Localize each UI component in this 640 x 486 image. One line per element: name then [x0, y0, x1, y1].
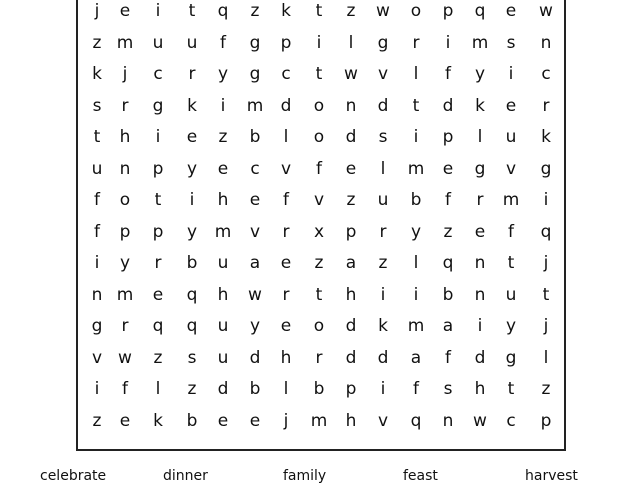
grid-letter[interactable]: r — [542, 95, 550, 116]
grid-letter[interactable]: u — [186, 32, 198, 53]
grid-letter[interactable]: v — [280, 158, 292, 179]
grid-letter[interactable]: g — [474, 158, 486, 179]
grid-letter[interactable]: g — [505, 347, 517, 368]
grid-letter[interactable]: i — [445, 32, 451, 53]
word-feast: feast — [403, 468, 438, 484]
grid-letter[interactable]: p — [442, 127, 454, 147]
grid-letter[interactable]: o — [119, 190, 131, 210]
grid-letter[interactable]: v — [505, 158, 517, 179]
grid-letter[interactable]: e — [152, 284, 164, 305]
grid-letter[interactable]: t — [412, 95, 420, 116]
grid-row — [78, 185, 564, 217]
grid-letter[interactable]: t — [315, 1, 323, 21]
grid-row — [78, 311, 564, 343]
grid-letter[interactable]: t — [188, 1, 196, 21]
grid-letter[interactable]: l — [283, 127, 289, 147]
grid-letter[interactable]: p — [540, 410, 552, 431]
grid-letter[interactable]: n — [474, 284, 486, 305]
grid-letter[interactable]: n — [442, 410, 454, 431]
grid-letter[interactable]: w — [473, 410, 487, 431]
grid-letter[interactable]: r — [412, 32, 420, 53]
grid-letter[interactable]: e — [505, 95, 517, 116]
grid-letter[interactable]: n — [119, 158, 131, 179]
grid-letter[interactable]: a — [410, 347, 422, 368]
grid-letter[interactable]: i — [413, 127, 419, 147]
grid-letter[interactable]: q — [474, 1, 486, 21]
grid-letter[interactable]: g — [249, 32, 261, 53]
grid-letter[interactable]: v — [377, 410, 389, 431]
grid-letter[interactable]: d — [249, 347, 261, 368]
grid-letter[interactable]: i — [220, 95, 226, 116]
grid-letter[interactable]: i — [155, 1, 161, 21]
grid-letter[interactable]: u — [505, 127, 517, 147]
grid-letter[interactable]: z — [541, 379, 551, 399]
grid-letter[interactable]: g — [377, 32, 389, 53]
grid-letter[interactable]: t — [93, 127, 101, 147]
grid-row — [78, 0, 564, 28]
grid-letter[interactable]: e — [249, 190, 261, 210]
grid-row — [78, 343, 564, 375]
grid-letter[interactable]: h — [345, 410, 357, 431]
grid-letter[interactable]: z — [443, 221, 453, 242]
grid-row — [78, 217, 564, 249]
grid-letter[interactable]: k — [187, 95, 197, 116]
grid-letter[interactable]: v — [91, 347, 103, 368]
grid-letter[interactable]: b — [186, 253, 198, 273]
grid-letter[interactable]: c — [281, 64, 291, 84]
grid-letter[interactable]: n — [474, 253, 486, 273]
grid-letter[interactable]: q — [217, 1, 229, 21]
grid-letter[interactable]: e — [442, 158, 454, 179]
grid-letter[interactable]: z — [378, 253, 388, 273]
grid-letter[interactable]: t — [315, 284, 323, 305]
grid-letter[interactable]: m — [116, 284, 134, 305]
grid-letter[interactable]: u — [91, 158, 103, 179]
grid-letter[interactable]: p — [345, 221, 357, 242]
grid-letter[interactable]: c — [541, 64, 551, 84]
grid-letter[interactable]: z — [153, 347, 163, 368]
grid-letter[interactable]: u — [217, 253, 229, 273]
grid-letter[interactable]: i — [94, 253, 100, 273]
grid-letter[interactable]: r — [282, 221, 290, 242]
grid-letter[interactable]: w — [248, 284, 262, 305]
grid-letter[interactable]: p — [442, 1, 454, 21]
grid-letter[interactable]: l — [283, 379, 289, 399]
grid-letter[interactable]: i — [189, 190, 195, 210]
grid-letter[interactable]: m — [502, 190, 520, 210]
grid-letter[interactable]: m — [471, 32, 489, 53]
grid-letter[interactable]: o — [313, 95, 325, 116]
grid-letter[interactable]: z — [92, 410, 102, 431]
grid-letter[interactable]: t — [507, 379, 515, 399]
grid-letter[interactable]: n — [345, 95, 357, 116]
grid-letter[interactable]: h — [474, 379, 486, 399]
grid-letter[interactable]: y — [186, 221, 198, 242]
word-list — [0, 466, 640, 486]
grid-letter[interactable]: u — [217, 316, 229, 336]
grid-letter[interactable]: r — [282, 284, 290, 305]
grid-letter[interactable]: c — [506, 410, 516, 431]
grid-letter[interactable]: y — [474, 64, 486, 84]
grid-letter[interactable]: c — [250, 158, 260, 179]
grid-letter[interactable]: q — [186, 284, 198, 305]
grid-letter[interactable]: i — [380, 284, 386, 305]
grid-row — [78, 374, 564, 406]
grid-letter[interactable]: e — [345, 158, 357, 179]
word-harvest: harvest — [525, 468, 578, 484]
grid-letter[interactable]: y — [186, 158, 198, 179]
grid-letter[interactable]: r — [188, 64, 196, 84]
grid-letter[interactable]: y — [119, 253, 131, 273]
grid-letter[interactable]: l — [543, 347, 549, 368]
grid-letter[interactable]: l — [413, 64, 419, 84]
grid-letter[interactable]: p — [280, 32, 292, 53]
grid-letter[interactable]: v — [313, 190, 325, 210]
grid-letter[interactable]: z — [187, 379, 197, 399]
grid-letter[interactable]: f — [413, 379, 419, 399]
grid-letter[interactable]: p — [345, 379, 357, 399]
grid-row — [78, 248, 564, 280]
grid-letter[interactable]: u — [377, 190, 389, 210]
grid-letter[interactable]: o — [410, 1, 422, 21]
grid-row — [78, 122, 564, 154]
grid-letter[interactable]: z — [314, 253, 324, 273]
word-celebrate: celebrate — [40, 468, 107, 484]
grid-letter[interactable]: l — [380, 158, 386, 179]
grid-letter[interactable]: r — [121, 95, 129, 116]
grid-letter[interactable]: t — [154, 190, 162, 210]
grid-letter[interactable]: f — [445, 190, 451, 210]
grid-row — [78, 59, 564, 91]
grid-letter[interactable]: z — [250, 1, 260, 21]
grid-letter[interactable]: r — [476, 190, 484, 210]
grid-letter[interactable]: i — [508, 64, 514, 84]
grid-letter[interactable]: i — [413, 284, 419, 305]
grid-letter[interactable]: p — [152, 221, 164, 242]
grid-letter[interactable]: d — [474, 347, 486, 368]
grid-letter[interactable]: b — [249, 127, 261, 147]
grid-letter[interactable]: l — [413, 253, 419, 273]
grid-letter[interactable]: y — [217, 64, 229, 84]
grid-letter[interactable]: z — [92, 32, 102, 53]
grid-row — [78, 28, 564, 60]
grid-letter[interactable]: c — [153, 64, 163, 84]
grid-letter[interactable]: i — [94, 379, 100, 399]
grid-letter[interactable]: s — [187, 347, 197, 368]
grid-letter[interactable]: k — [281, 1, 291, 21]
grid-letter[interactable]: b — [186, 410, 198, 431]
grid-letter[interactable]: i — [380, 379, 386, 399]
grid-letter[interactable]: s — [378, 127, 388, 147]
grid-letter[interactable]: d — [345, 316, 357, 336]
grid-letter[interactable]: r — [121, 316, 129, 336]
grid-letter[interactable]: m — [246, 95, 264, 116]
grid-letter[interactable]: f — [122, 379, 128, 399]
grid-letter[interactable]: m — [407, 316, 425, 336]
grid-row — [78, 154, 564, 186]
grid-letter[interactable]: h — [345, 284, 357, 305]
grid-letter[interactable]: q — [442, 253, 454, 273]
grid-letter[interactable]: g — [91, 316, 103, 336]
grid-letter[interactable]: g — [152, 95, 164, 116]
grid-row — [78, 91, 564, 123]
grid-letter[interactable]: o — [313, 127, 325, 147]
grid-letter[interactable]: d — [377, 347, 389, 368]
grid-letter[interactable]: a — [442, 316, 454, 336]
grid-letter[interactable]: u — [505, 284, 517, 305]
grid-letter[interactable]: d — [217, 379, 229, 399]
grid-letter[interactable]: m — [310, 410, 328, 431]
grid-letter[interactable]: e — [280, 316, 292, 336]
grid-letter[interactable]: e — [280, 253, 292, 273]
grid-letter[interactable]: j — [543, 253, 549, 273]
grid-letter[interactable]: e — [119, 410, 131, 431]
grid-letter[interactable]: k — [541, 127, 551, 147]
grid-letter[interactable]: p — [152, 158, 164, 179]
grid-letter[interactable]: w — [376, 1, 390, 21]
grid-letter[interactable]: l — [348, 32, 354, 53]
grid-letter[interactable]: d — [377, 95, 389, 116]
grid-letter[interactable]: b — [313, 379, 325, 399]
grid-letter[interactable]: e — [505, 1, 517, 21]
grid-letter[interactable]: f — [283, 190, 289, 210]
grid-letter[interactable]: t — [315, 64, 323, 84]
grid-letter[interactable]: v — [249, 221, 261, 242]
grid-letter[interactable]: j — [283, 410, 289, 431]
grid-letter[interactable]: s — [443, 379, 453, 399]
grid-letter[interactable]: h — [280, 347, 292, 368]
grid-letter[interactable]: e — [119, 1, 131, 21]
grid-letter[interactable]: l — [155, 379, 161, 399]
grid-letter[interactable]: w — [539, 1, 553, 21]
grid-letter[interactable]: i — [543, 190, 549, 210]
grid-letter[interactable]: f — [94, 190, 100, 210]
grid-letter[interactable]: h — [217, 284, 229, 305]
grid-letter[interactable]: t — [507, 253, 515, 273]
grid-letter[interactable]: y — [505, 316, 517, 336]
grid-letter[interactable]: m — [214, 221, 232, 242]
grid-letter[interactable]: g — [540, 158, 552, 179]
grid-letter[interactable]: y — [410, 221, 422, 242]
word-search-grid — [76, 0, 566, 451]
grid-letter[interactable]: o — [313, 316, 325, 336]
grid-letter[interactable]: e — [186, 127, 198, 147]
grid-letter[interactable]: m — [407, 158, 425, 179]
grid-letter[interactable]: b — [249, 379, 261, 399]
grid-letter[interactable]: n — [91, 284, 103, 305]
grid-letter[interactable]: q — [540, 221, 552, 242]
grid-letter[interactable]: k — [92, 64, 102, 84]
grid-letter[interactable]: d — [345, 347, 357, 368]
grid-letter[interactable]: k — [153, 410, 163, 431]
grid-letter[interactable]: q — [410, 410, 422, 431]
grid-letter[interactable]: a — [345, 253, 357, 273]
grid-letter[interactable]: i — [155, 127, 161, 147]
grid-letter[interactable]: f — [445, 64, 451, 84]
grid-letter[interactable]: r — [315, 347, 323, 368]
grid-letter[interactable]: e — [217, 158, 229, 179]
grid-letter[interactable]: t — [542, 284, 550, 305]
grid-letter[interactable]: x — [313, 221, 325, 242]
grid-letter[interactable]: r — [154, 253, 162, 273]
grid-letter[interactable]: k — [475, 95, 485, 116]
grid-letter[interactable]: d — [442, 95, 454, 116]
grid-letter[interactable]: e — [249, 410, 261, 431]
grid-letter[interactable]: f — [445, 347, 451, 368]
grid-letter[interactable]: z — [346, 1, 356, 21]
grid-letter[interactable]: w — [118, 347, 132, 368]
grid-letter[interactable]: u — [152, 32, 164, 53]
grid-letter[interactable]: f — [94, 221, 100, 242]
grid-letter[interactable]: s — [92, 95, 102, 116]
grid-letter[interactable]: f — [508, 221, 514, 242]
grid-letter[interactable]: w — [344, 64, 358, 84]
grid-letter[interactable]: q — [186, 316, 198, 336]
grid-letter[interactable]: l — [477, 127, 483, 147]
grid-letter[interactable]: j — [94, 1, 100, 21]
grid-letter[interactable]: b — [442, 284, 454, 305]
grid-letter[interactable]: u — [217, 347, 229, 368]
grid-letter[interactable]: b — [410, 190, 422, 210]
grid-letter[interactable]: m — [116, 32, 134, 53]
grid-letter[interactable]: s — [506, 32, 516, 53]
grid-letter[interactable]: d — [345, 127, 357, 147]
grid-letter[interactable]: i — [477, 316, 483, 336]
grid-row — [78, 280, 564, 312]
grid-letter[interactable]: j — [122, 64, 128, 84]
grid-letter[interactable]: e — [217, 410, 229, 431]
grid-row — [78, 406, 564, 438]
grid-letter[interactable]: j — [543, 316, 549, 336]
grid-letter[interactable]: r — [379, 221, 387, 242]
grid-letter[interactable]: z — [218, 127, 228, 147]
grid-letter[interactable]: z — [346, 190, 356, 210]
grid-letter[interactable]: h — [119, 127, 131, 147]
grid-letter[interactable]: i — [316, 32, 322, 53]
grid-letter[interactable]: p — [119, 221, 131, 242]
word-dinner: dinner — [163, 468, 208, 484]
grid-letter[interactable]: f — [220, 32, 226, 53]
grid-letter[interactable]: n — [540, 32, 552, 53]
grid-letter[interactable]: a — [249, 253, 261, 273]
grid-letter[interactable]: h — [217, 190, 229, 210]
grid-letter[interactable]: y — [249, 316, 261, 336]
grid-letter[interactable]: v — [377, 64, 389, 84]
grid-letter[interactable]: f — [316, 158, 322, 179]
grid-letter[interactable]: k — [378, 316, 388, 336]
grid-letter[interactable]: d — [280, 95, 292, 116]
grid-letter[interactable]: e — [474, 221, 486, 242]
word-family: family — [283, 468, 327, 484]
grid-letter[interactable]: g — [249, 64, 261, 84]
grid-letter[interactable]: q — [152, 316, 164, 336]
